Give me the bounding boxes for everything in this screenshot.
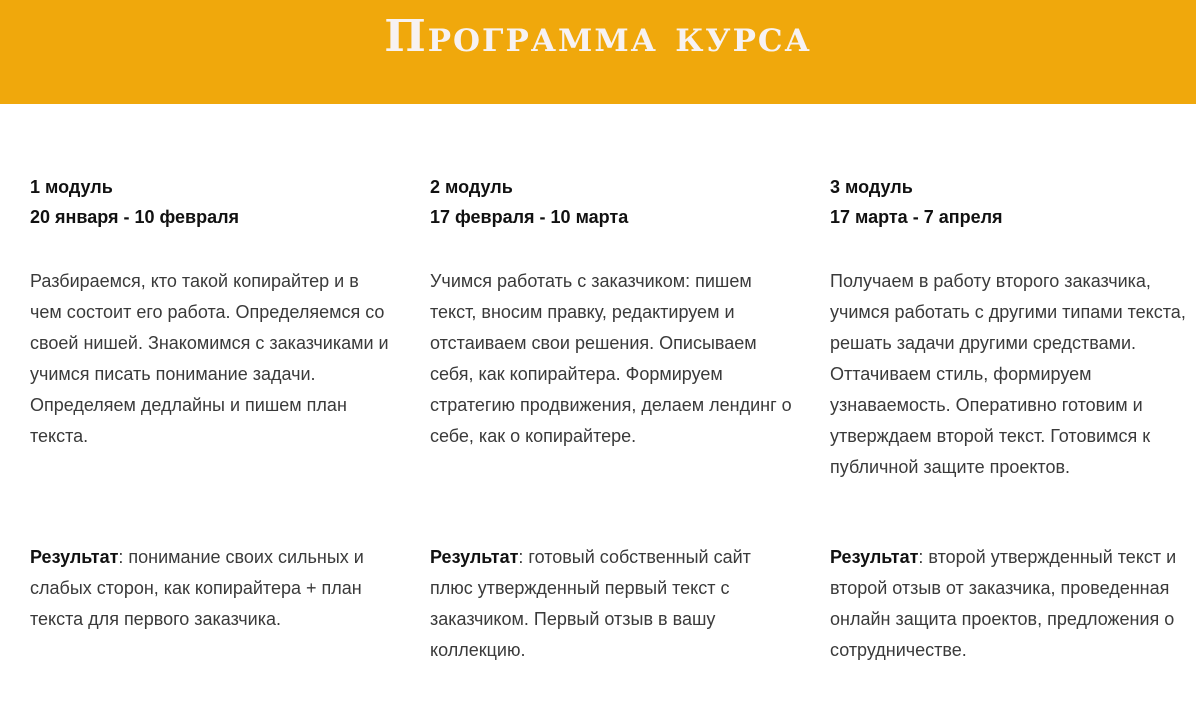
module-description: Учимся работать с заказчиком: пишем текст, вносим правку, редактируем и отстаиваем свои решения. Описываем себя, как копирайтера. Формируем стратегию продвижения, делаем лендинг о себе, как о копирайтере.	[430, 271, 792, 446]
result-text: : второй утвержденный текст и второй отзыв от заказчика, проведенная онлайн защита проектов, предложения о сотрудничестве.	[830, 547, 1177, 660]
result-label: Результат	[830, 547, 919, 567]
module-result	[30, 542, 392, 635]
module-title: 3 модуль	[830, 177, 913, 197]
module-dates: 20 января - 10 февраля	[30, 207, 240, 227]
module-result	[830, 542, 1192, 666]
result-label: Результат	[430, 547, 519, 567]
module-description: Разбираемся, кто такой копирайтер и в чем состоит его работа. Определяемся со своей нишей. Знакомимся с заказчиками и учимся писать понимание задачи. Определяем дедлайны и пишем план текста.	[30, 271, 389, 446]
module-result	[430, 542, 792, 666]
page-title: Программа курса	[384, 11, 812, 62]
module-dates: 17 марта - 7 апреля	[830, 207, 1003, 227]
module-card-2	[430, 172, 792, 660]
page-header	[0, 0, 1196, 104]
module-card-1	[30, 172, 392, 629]
module-dates: 17 февраля - 10 марта	[430, 207, 629, 227]
module-title: 1 модуль	[30, 177, 113, 197]
module-card-3	[830, 172, 1192, 660]
result-label: Результат	[30, 547, 119, 567]
result-text: : понимание своих сильных и слабых сторон, как копирайтера + план текста для первого заказчика.	[30, 547, 364, 629]
result-text: : готовый собственный сайт плюс утвержденный первый текст с заказчиком. Первый отзыв в вашу коллекцию.	[430, 547, 751, 660]
module-description: Получаем в работу второго заказчика, учимся работать с другими типами текста, решать задачи другими средствами. Оттачиваем стиль, формируем узнаваемость. Оперативно готовим и утверждаем второй текст. Готовимся к публичной защите проектов.	[830, 271, 1186, 477]
module-title: 2 модуль	[430, 177, 513, 197]
